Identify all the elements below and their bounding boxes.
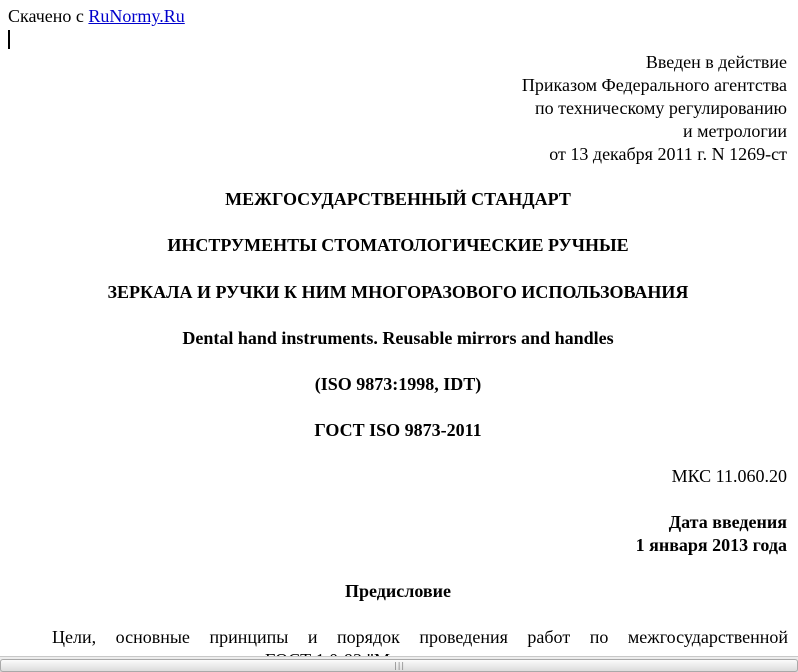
enactment-line: и метрологии [683,121,787,141]
text-cursor [8,30,10,49]
foreword-paragraph: Цели, основные принципы и порядок проведения работ по межгосударственной [52,627,788,647]
standard-name-line2: ЗЕРКАЛА И РУЧКИ К НИМ МНОГОРАЗОВОГО ИСПОЛЬЗОВАНИЯ [107,282,689,302]
gost-number: ГОСТ ISO 9873-2011 [314,420,482,440]
horizontal-scrollbar[interactable] [0,656,798,672]
downloaded-from-line [8,6,185,26]
enactment-line: Введен в действие [645,52,787,72]
standard-type-heading: МЕЖГОСУДАРСТВЕННЫЙ СТАНДАРТ [225,189,571,209]
foreword-heading: Предисловие [345,581,451,601]
scrollbar-thumb[interactable] [0,659,798,672]
mks-code: МКС 11.060.20 [671,466,787,486]
enactment-block [522,51,787,166]
downloaded-prefix: Скачено с [8,6,84,26]
enactment-line: от 13 декабря 2011 г. N 1269-ст [549,144,787,164]
runormy-link[interactable]: RuNormy.Ru [88,6,185,26]
enactment-line: по техническому регулированию [534,98,787,118]
intro-date-value: 1 января 2013 года [635,535,787,555]
iso-reference: (ISO 9873:1998, IDT) [314,374,482,394]
english-title: Dental hand instruments. Reusable mirrors and handles [182,328,614,348]
intro-date-label: Дата введения [668,512,787,532]
enactment-line: Приказом Федерального агентства [521,75,787,95]
standard-name-line1: ИНСТРУМЕНТЫ СТОМАТОЛОГИЧЕСКИЕ РУЧНЫЕ [167,235,629,255]
scrollbar-grip-icon: ||| [394,661,406,670]
